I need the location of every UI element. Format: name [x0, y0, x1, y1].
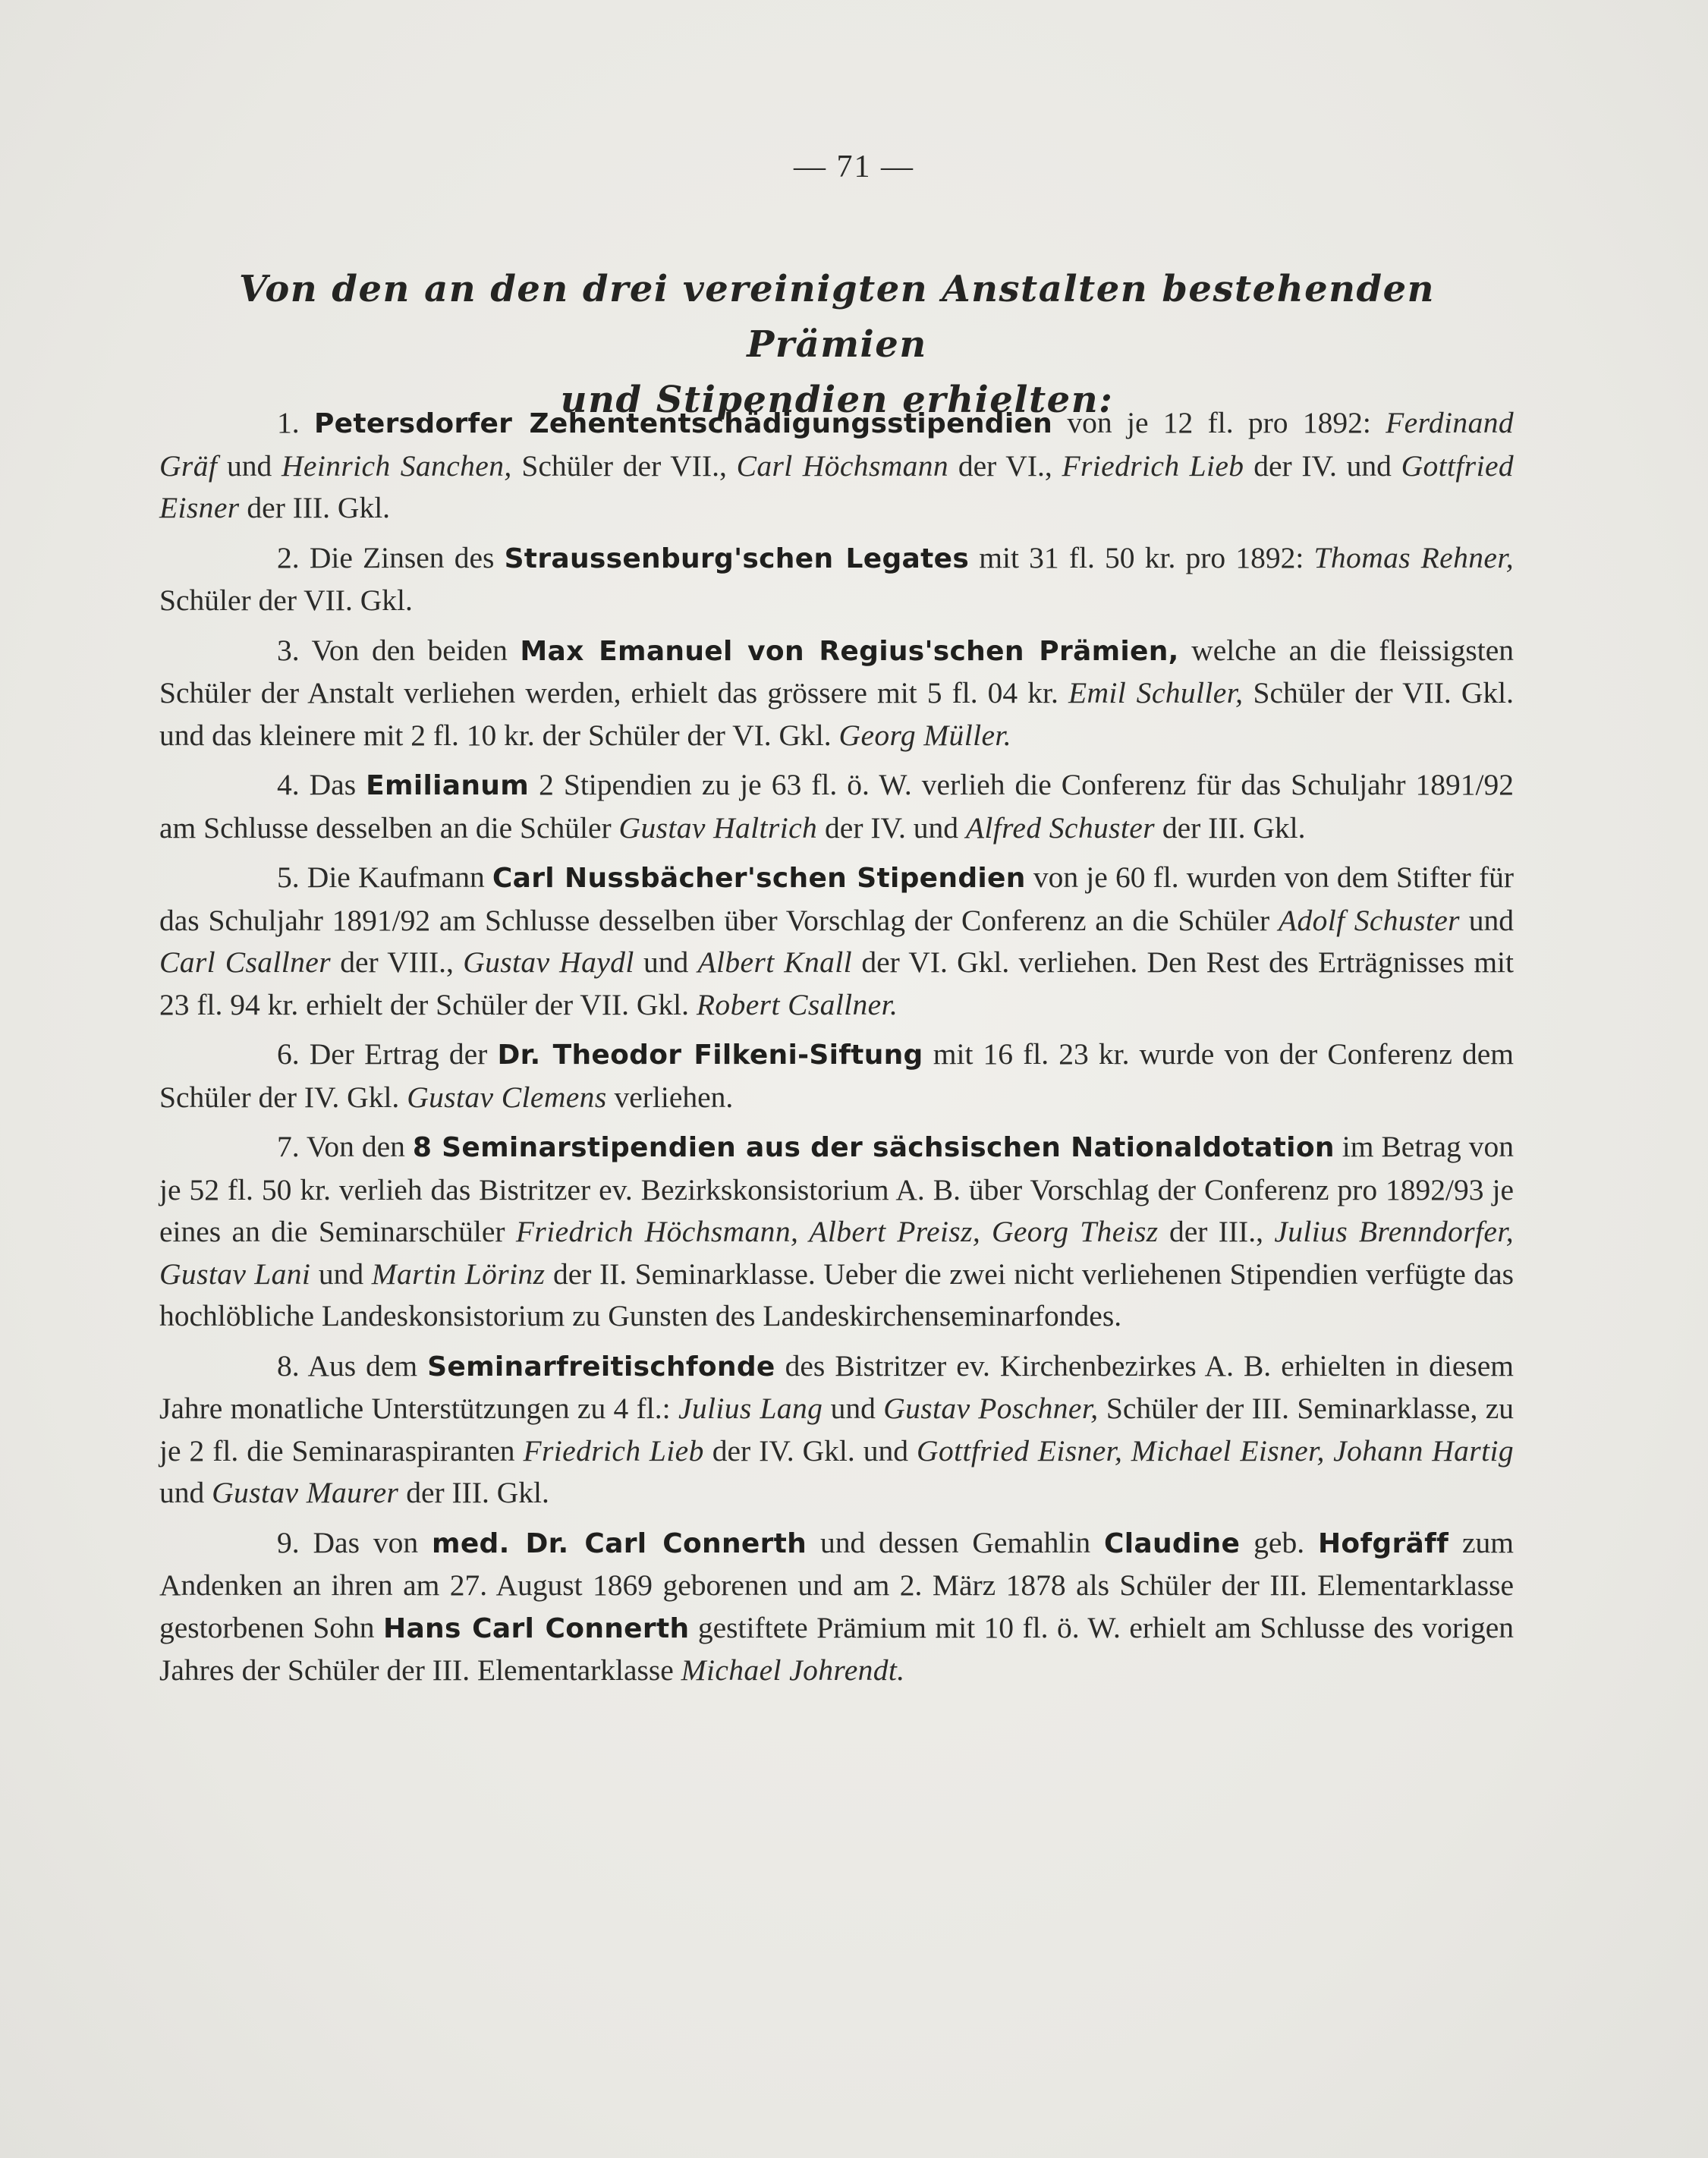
paragraph-1	[159, 402, 1514, 530]
text-run: und	[1459, 903, 1514, 937]
italic-name: Julius Brenndorfer, Gustav Lani	[159, 1215, 1514, 1291]
bold-term: Dr. Theodor Filkeni-Siftung	[497, 1040, 923, 1071]
text-run: Schüler der VII.,	[511, 448, 737, 483]
text-run: 4. Das	[277, 768, 366, 801]
text-run: 9. Das von	[277, 1525, 433, 1559]
paragraph-6	[159, 1033, 1514, 1118]
text-run: der III. Gkl.	[398, 1476, 549, 1509]
paragraph-2	[159, 537, 1514, 622]
italic-name: Thomas Rehner,	[1313, 540, 1514, 574]
text-run: Schüler der VII. Gkl.	[159, 584, 413, 617]
text-run: 6. Der Ertrag der	[277, 1037, 498, 1071]
text-run: der VIII.,	[330, 945, 464, 979]
italic-name: Georg Müller.	[838, 718, 1012, 752]
text-run: mit 31 fl. 50 kr. pro 1892:	[969, 540, 1314, 574]
text-run: und	[310, 1257, 372, 1291]
text-run: der III.,	[1158, 1215, 1275, 1248]
italic-name: Gustav Clemens	[407, 1080, 607, 1114]
italic-name: Julius Lang	[678, 1392, 823, 1425]
italic-name: Gottfried Eisner	[159, 448, 1515, 524]
text-run: welche an die fleissigsten Schüler der Anstalt verliehen werden, erhielt das grössere mit 5 fl. 04 kr.	[159, 633, 1514, 709]
text-run: 8. Aus dem	[277, 1348, 428, 1383]
bold-term: Hans Carl Connerth	[383, 1612, 690, 1644]
italic-name: Albert Knall	[697, 945, 853, 979]
italic-name: Carl Csallner	[159, 945, 331, 979]
italic-name: Gustav Maurer	[212, 1476, 399, 1509]
bold-term: Petersdorfer Zehententschädigungsstipendien	[313, 408, 1053, 439]
italic-name: Gustav Haydl	[463, 945, 634, 979]
paragraph-8	[159, 1345, 1514, 1515]
text-run: der III. Gkl.	[239, 491, 391, 524]
text-run: der IV. Gkl. und	[703, 1433, 917, 1468]
italic-name: Robert Csallner.	[696, 987, 898, 1021]
paragraph-3	[159, 630, 1514, 757]
italic-name: Gottfried Eisner, Michael Eisner, Johann Hartig	[917, 1433, 1514, 1468]
text-run: 3. Von den beiden	[277, 633, 521, 667]
bold-term: Claudine	[1104, 1527, 1241, 1559]
text-run: der II. Seminarklasse. Ueber die zwei nicht verliehenen Stipendien verfügte das hochlöbliche Landeskonsistorium zu Gunsten des Landeskirchenseminarfondes.	[159, 1257, 1515, 1332]
italic-name: Martin Lörinz	[371, 1257, 546, 1291]
text-run: 5. Die Kaufmann	[277, 860, 492, 894]
italic-name: Michael Johrendt.	[681, 1653, 905, 1687]
text-run: von je 12 fl. pro 1892:	[1052, 406, 1386, 439]
text-run: und	[217, 448, 282, 483]
text-run: 2 Stipendien zu je 63 fl. ö. W. verlieh die Conferenz für das Schuljahr 1891/92 am Schlusse desselben an die Schüler	[159, 768, 1515, 845]
italic-name: Friedrich Lieb	[1062, 448, 1244, 483]
paragraph-5	[159, 857, 1514, 1026]
page-number: — 71 —	[794, 149, 914, 184]
bold-term: Carl Nussbächer'schen Stipendien	[492, 863, 1026, 894]
text-run: der IV. und	[817, 810, 966, 845]
paragraph-4	[159, 764, 1514, 849]
italic-name: Gustav Poschner,	[883, 1392, 1099, 1425]
italic-name: Adolf Schuster	[1278, 903, 1460, 937]
text-run: gestiftete Prämium mit 10 fl. ö. W. erhielt am Schlusse des vorigen Jahres der Schüler der III. Elementarklasse	[159, 1610, 1514, 1687]
bold-term: Max Emanuel von Regius'schen Prämien,	[520, 635, 1179, 667]
text-run: der III. Gkl.	[1155, 810, 1306, 845]
text-run: und	[634, 945, 698, 979]
text-run: und dessen Gemahlin	[807, 1525, 1105, 1559]
text-run: Schüler der VII. Gkl. und das kleinere mit 2 fl. 10 kr. der Schüler der VI. Gkl.	[159, 676, 1514, 752]
text-run: geb.	[1240, 1525, 1318, 1559]
heading-line-1: Von den an den drei vereinigten Anstalten bestehenden Prämien	[238, 268, 1436, 366]
text-run: im Betrag von je 52 fl. 50 kr. verlieh das Bistritzer ev. Bezirkskonsistorium A. B. über Vorschlag der Conferenz pro 1892/93 je eines an die Seminarschüler	[159, 1130, 1514, 1248]
italic-name: Friedrich Lieb	[523, 1433, 704, 1468]
heading-line-2: und Stipendien erhielten:	[560, 379, 1114, 421]
text-run: 2. Die Zinsen des	[277, 540, 505, 574]
text-run: der VI.,	[948, 448, 1062, 483]
italic-name: Friedrich Höchsmann, Albert Preisz, Georg Theisz	[515, 1215, 1159, 1248]
bold-term: Hofgräff	[1317, 1527, 1449, 1559]
italic-name: Gustav Haltrich	[618, 810, 818, 845]
italic-name: Carl Höchsmann	[736, 448, 949, 483]
text-run: und	[159, 1476, 212, 1509]
text-run: 1.	[277, 406, 314, 439]
text-run: des Bistritzer ev. Kirchenbezirkes A. B. erhielten in diesem Jahre monatliche Unterstützungen zu 4 fl.:	[159, 1348, 1514, 1425]
bold-term: 8 Seminarstipendien aus der sächsischen Nationaldotation	[412, 1132, 1335, 1163]
paragraph-7	[159, 1126, 1514, 1338]
italic-name: Ferdinand Gräf	[159, 406, 1515, 483]
text-run: der IV. und	[1244, 448, 1401, 483]
bold-term: Straussenburg'schen Legates	[504, 543, 970, 574]
paragraph-9	[159, 1522, 1514, 1692]
text-run: und	[823, 1392, 884, 1425]
text-run: der VI. Gkl. verliehen. Den Rest des Erträgnisses mit 23 fl. 94 kr. erhielt der Schüler der VII. Gkl.	[159, 945, 1515, 1021]
text-run: 7. Von den	[277, 1130, 413, 1163]
text-run: zum Andenken an ihren am 27. August 1869 geborenen und am 2. März 1878 als Schüler der III. Elementarklasse gestorbenen Sohn	[159, 1525, 1514, 1644]
bold-term: Seminarfreitischfonde	[427, 1351, 775, 1383]
bold-term: med. Dr. Carl Connerth	[432, 1527, 807, 1559]
text-run: verliehen.	[606, 1080, 734, 1114]
bold-term: Emilianum	[366, 770, 530, 801]
text-run: mit 16 fl. 23 kr. wurde von der Conferenz dem Schüler der IV. Gkl.	[159, 1037, 1514, 1114]
italic-name: Heinrich Sanchen,	[281, 448, 512, 483]
italic-name: Emil Schuller,	[1068, 676, 1244, 709]
italic-name: Alfred Schuster	[965, 810, 1155, 845]
document-body	[159, 402, 1514, 1700]
text-run: von je 60 fl. wurden von dem Stifter für das Schuljahr 1891/92 am Schlusse desselben über Vorschlag der Conferenz an die Schüler	[159, 860, 1514, 937]
text-run: Schüler der III. Seminarklasse, zu je 2 fl. die Seminaraspiranten	[159, 1392, 1514, 1468]
